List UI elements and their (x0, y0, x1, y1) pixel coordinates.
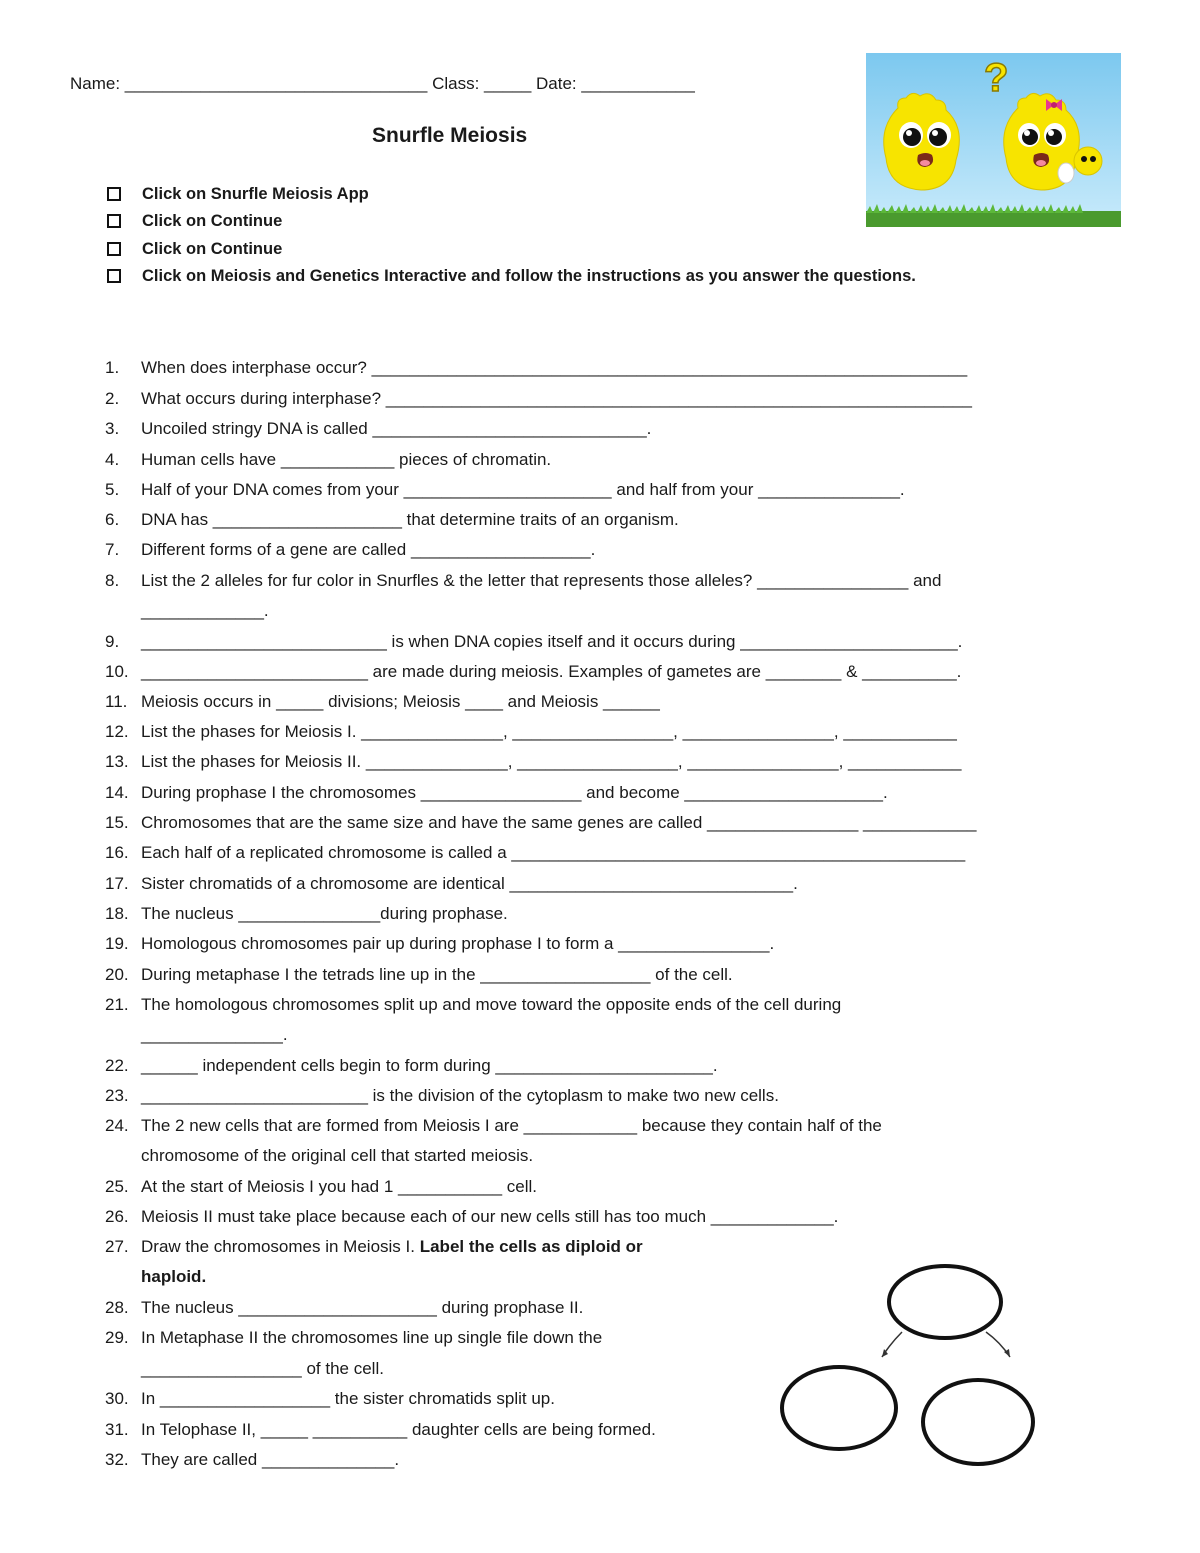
checklist-item[interactable] (107, 208, 916, 236)
question-text: List the phases for Meiosis II. _______________, _________________, ________________, ____________ (141, 752, 962, 771)
question-text: _____________. (141, 601, 269, 620)
question-text: In Metaphase II the chromosomes line up single file down the (141, 1328, 603, 1347)
question-number: 2. (105, 389, 120, 408)
question-text: When does interphase occur? _______________________________________________________________ (141, 358, 968, 377)
question-text: Meiosis II must take place because each of our new cells still has too much _____________. (141, 1207, 839, 1226)
question-number: 9. (105, 632, 120, 651)
question-text: What occurs during interphase? ______________________________________________________________ (141, 389, 972, 408)
question-number: 21. (105, 995, 129, 1014)
question-number: 19. (105, 934, 129, 953)
question-number: 4. (105, 450, 120, 469)
question-number: 24. (105, 1116, 129, 1135)
question-number: 12. (105, 722, 129, 741)
checklist-item[interactable] (107, 235, 916, 263)
question-text: Chromosomes that are the same size and have the same genes are called ________________ ____________ (141, 813, 977, 832)
question-text: The nucleus _______________during prophase. (141, 904, 508, 923)
question-text: List the phases for Meiosis I. _______________, _________________, ________________, ____________ (141, 722, 957, 741)
checklist-item-label: Click on Snurfle Meiosis App (142, 184, 369, 203)
snurfle-mascot-image (866, 53, 1121, 227)
question-text: _______________. (141, 1025, 288, 1044)
question-text: At the start of Meiosis I you had 1 ___________ cell. (141, 1177, 537, 1196)
meiosis-cell-diagram (778, 1262, 1038, 1482)
question-text: During prophase I the chromosomes _________________ and become _____________________. (141, 783, 888, 802)
question-number: 32. (105, 1450, 129, 1469)
question-text: In Telophase II, _____ __________ daughter cells are being formed. (141, 1420, 656, 1439)
checkbox-icon[interactable] (107, 214, 121, 228)
question-number: 25. (105, 1177, 129, 1196)
question-number: 29. (105, 1328, 129, 1347)
question-text: Human cells have ____________ pieces of chromatin. (141, 450, 552, 469)
question-number: 6. (105, 510, 120, 529)
question-number: 16. (105, 843, 129, 862)
question-text: The 2 new cells that are formed from Meiosis I are ____________ because they contain half of the (141, 1116, 882, 1135)
checklist-item[interactable] (107, 263, 916, 291)
question-text: The homologous chromosomes split up and move toward the opposite ends of the cell during (141, 995, 842, 1014)
question-text: The nucleus _____________________ during prophase II. (141, 1298, 584, 1317)
question-text: ______ independent cells begin to form during _______________________. (141, 1056, 718, 1075)
question-text: During metaphase I the tetrads line up in the __________________ of the cell. (141, 965, 733, 984)
checklist-item-label: Click on Meiosis and Genetics Interactive and follow the instructions as you answer the questions. (142, 267, 916, 286)
question-number: 13. (105, 752, 129, 771)
question-text: Sister chromatids of a chromosome are identical ______________________________. (141, 874, 798, 893)
question-text: Uncoiled stringy DNA is called _____________________________. (141, 419, 652, 438)
question-text: ________________________ are made during meiosis. Examples of gametes are ________ & __________. (141, 662, 962, 681)
question-number: 17. (105, 874, 129, 893)
question-number: 3. (105, 419, 120, 438)
question-number: 7. (105, 540, 120, 559)
question-number: 5. (105, 480, 120, 499)
page-title: Snurfle Meiosis (372, 124, 528, 147)
question-text: chromosome of the original cell that started meiosis. (141, 1146, 534, 1165)
question-text-bold: haploid. (141, 1267, 207, 1286)
question-text: _________________ of the cell. (141, 1359, 384, 1378)
question-text: Different forms of a gene are called ___________________. (141, 540, 596, 559)
name-class-date-line: Name: ________________________________ Class: _____ Date: ____________ (70, 74, 695, 93)
instruction-checklist (107, 180, 916, 290)
daughter-cell-circle-left[interactable] (782, 1367, 896, 1449)
question-number: 27. (105, 1237, 129, 1256)
question-number: 14. (105, 783, 129, 802)
question-text: DNA has ____________________ that determine traits of an organism. (141, 510, 679, 529)
question-number: 8. (105, 571, 120, 590)
question-number: 31. (105, 1420, 129, 1439)
checklist-item-label: Click on Continue (142, 212, 283, 231)
checkbox-icon[interactable] (107, 269, 121, 283)
question-number: 26. (105, 1207, 129, 1226)
question-mark-icon: ? (984, 56, 1009, 100)
question-text: They are called ______________. (141, 1450, 400, 1469)
question-text: Homologous chromosomes pair up during prophase I to form a ________________. (141, 934, 775, 953)
question-text: __________________________ is when DNA copies itself and it occurs during _______________________. (141, 632, 963, 651)
question-text: ________________________ is the division of the cytoplasm to make two new cells. (141, 1086, 779, 1105)
question-text-lead: Draw the chromosomes in Meiosis I. (141, 1237, 415, 1256)
question-number: 15. (105, 813, 129, 832)
question-number: 11. (105, 692, 128, 711)
question-number: 20. (105, 965, 129, 984)
checklist-item-label: Click on Continue (142, 239, 283, 258)
question-number: 22. (105, 1056, 129, 1075)
question-number: 28. (105, 1298, 129, 1317)
question-number: 1. (105, 358, 120, 377)
checkbox-icon[interactable] (107, 187, 121, 201)
question-text-bold: Label the cells as diploid or (419, 1237, 643, 1256)
question-number: 23. (105, 1086, 129, 1105)
question-number: 18. (105, 904, 129, 923)
question-number: 10. (105, 662, 129, 681)
question-text: Meiosis occurs in _____ divisions; Meiosis ____ and Meiosis ______ (141, 692, 660, 711)
question-text (141, 1232, 643, 1262)
question-text: Half of your DNA comes from your ______________________ and half from your _______________. (141, 480, 905, 499)
parent-cell-circle[interactable] (889, 1266, 1001, 1338)
question-text: In __________________ the sister chromatids split up. (141, 1389, 555, 1408)
question-number: 30. (105, 1389, 129, 1408)
daughter-cell-circle-right[interactable] (923, 1380, 1033, 1464)
checklist-item[interactable] (107, 180, 916, 208)
question-text-wrapper (141, 1262, 206, 1292)
checkbox-icon[interactable] (107, 242, 121, 256)
question-text: Each half of a replicated chromosome is called a ________________________________________________ (141, 843, 966, 862)
question-text: List the 2 alleles for fur color in Snurfles & the letter that represents those alleles? ________________ and (141, 571, 942, 590)
